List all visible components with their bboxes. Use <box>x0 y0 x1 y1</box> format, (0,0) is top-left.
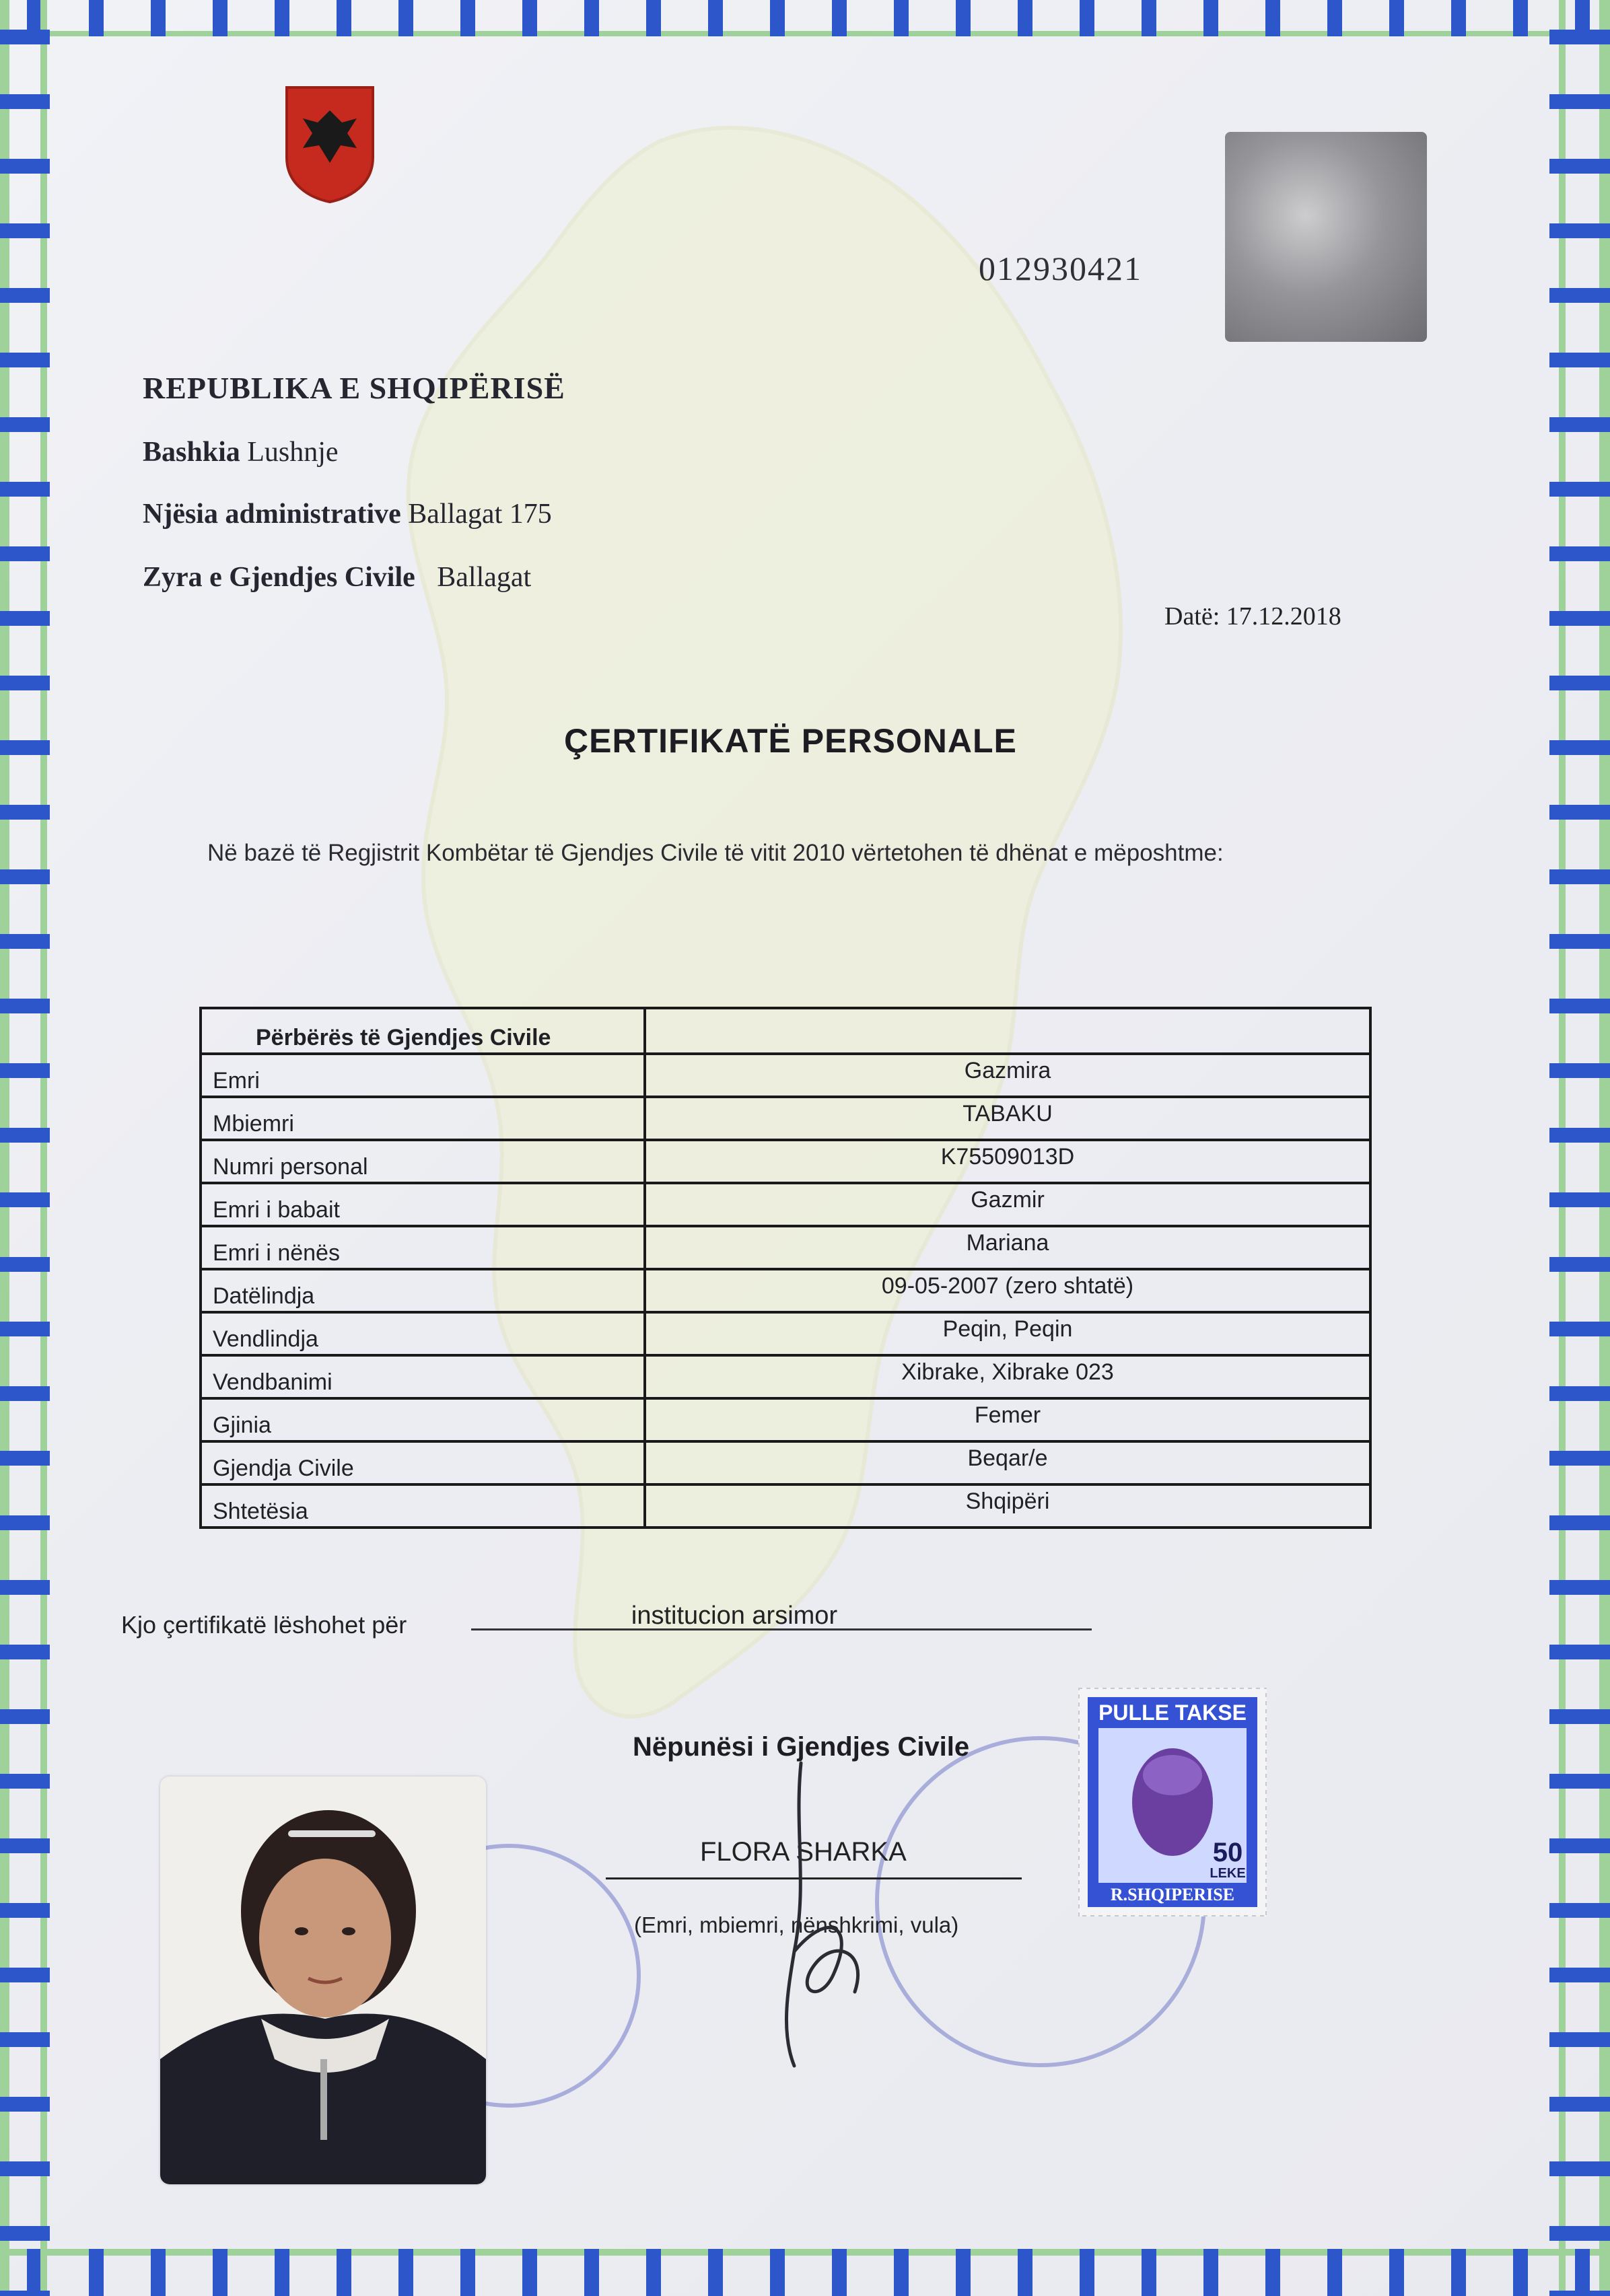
table-row <box>201 1355 1370 1398</box>
municipality-label: Bashkia <box>143 437 240 468</box>
table-row-label: Datëlindja <box>201 1269 645 1312</box>
tax-stamp <box>1078 1688 1267 1916</box>
civil-status-table <box>199 1007 1372 1529</box>
table-row-value: Femer <box>645 1398 1370 1441</box>
municipality-value: Lushnje <box>247 437 339 468</box>
handwritten-signature <box>754 1750 888 2086</box>
table-row <box>201 1140 1370 1183</box>
table-row <box>201 1054 1370 1097</box>
table-row-label: Emri i nënës <box>201 1226 645 1269</box>
issue-date: Datë: 17.12.2018 <box>1164 602 1341 631</box>
table-row <box>201 1398 1370 1441</box>
table-header-row <box>201 1008 1370 1054</box>
table-row <box>201 1226 1370 1269</box>
table-row-label: Vendlindja <box>201 1312 645 1355</box>
officer-name: FLORA SHARKA <box>700 1837 907 1867</box>
albanian-coat-of-arms <box>283 83 377 203</box>
albania-map-watermark <box>377 101 1185 1824</box>
table-row-value: K75509013D <box>645 1140 1370 1183</box>
table-row <box>201 1097 1370 1140</box>
table-row-label: Emri i babait <box>201 1183 645 1226</box>
table-row-value: Peqin, Peqin <box>645 1312 1370 1355</box>
table-row-label: Mbiemri <box>201 1097 645 1140</box>
table-row-value: Gazmira <box>645 1054 1370 1097</box>
office-line <box>143 561 531 594</box>
tax-stamp-top-text: PULLE TAKSE <box>1098 1700 1247 1725</box>
table-row-value: Xibrake, Xibrake 023 <box>645 1355 1370 1398</box>
decorative-border-right <box>1549 0 1610 2296</box>
issued-for-value: institucion arsimor <box>631 1602 838 1630</box>
decorative-border-bottom <box>0 2249 1610 2296</box>
office-label: Zyra e Gjendjes Civile <box>143 562 415 593</box>
intro-text: Në bazë të Regjistrit Kombëtar të Gjendjes Civile të vitit 2010 vërtetohen të dhënat e mëposhtme: <box>207 840 1224 866</box>
decorative-border-top <box>0 0 1610 36</box>
table-row-label: Vendbanimi <box>201 1355 645 1398</box>
table-row-value: Shqipëri <box>645 1484 1370 1528</box>
table-row-label: Numri personal <box>201 1140 645 1183</box>
portrait-photo <box>160 1777 486 2184</box>
table-row-label: Emri <box>201 1054 645 1097</box>
serial-number: 012930421 <box>979 250 1142 287</box>
table-header-empty-cell <box>645 1008 1370 1054</box>
table-row-value: 09-05-2007 (zero shtatë) <box>645 1269 1370 1312</box>
certificate-title: ÇERTIFIKATË PERSONALE <box>564 722 1017 760</box>
office-value: Ballagat <box>437 562 532 593</box>
table-row <box>201 1183 1370 1226</box>
admin-unit-value: Ballagat 175 <box>408 499 552 530</box>
table-row <box>201 1312 1370 1355</box>
table-row-value: Beqar/e <box>645 1441 1370 1484</box>
officer-title: Nëpunësi i Gjendjes Civile <box>633 1732 970 1762</box>
tax-stamp-bottom-text: R.SHQIPERISE <box>1110 1885 1235 1904</box>
table-header-cell: Përbërës të Gjendjes Civile <box>201 1008 645 1054</box>
table-row-value: Gazmir <box>645 1183 1370 1226</box>
decorative-border-left <box>0 0 50 2296</box>
admin-unit-line <box>143 498 552 530</box>
table-row-value: TABAKU <box>645 1097 1370 1140</box>
country-heading: REPUBLIKA E SHQIPËRISË <box>143 371 565 405</box>
signature-caption: (Emri, mbiemri, nënshkrimi, vula) <box>634 1912 959 1937</box>
portrait-photo-illustration <box>160 1777 486 2184</box>
table-row-label: Gjinia <box>201 1398 645 1441</box>
admin-unit-label: Njësia administrative <box>143 499 401 530</box>
hologram-security-sticker <box>1225 132 1427 342</box>
table-row <box>201 1269 1370 1312</box>
issued-for-label: Kjo çertifikatë lëshohet për <box>121 1611 407 1639</box>
tax-stamp-value: 50 <box>1212 1838 1243 1867</box>
municipality-line <box>143 436 339 468</box>
table-row <box>201 1441 1370 1484</box>
tax-stamp-unit: LEKE <box>1210 1866 1246 1881</box>
table-row-label: Shtetësia <box>201 1484 645 1528</box>
table-row <box>201 1484 1370 1528</box>
table-row-label: Gjendja Civile <box>201 1441 645 1484</box>
table-row-value: Mariana <box>645 1226 1370 1269</box>
